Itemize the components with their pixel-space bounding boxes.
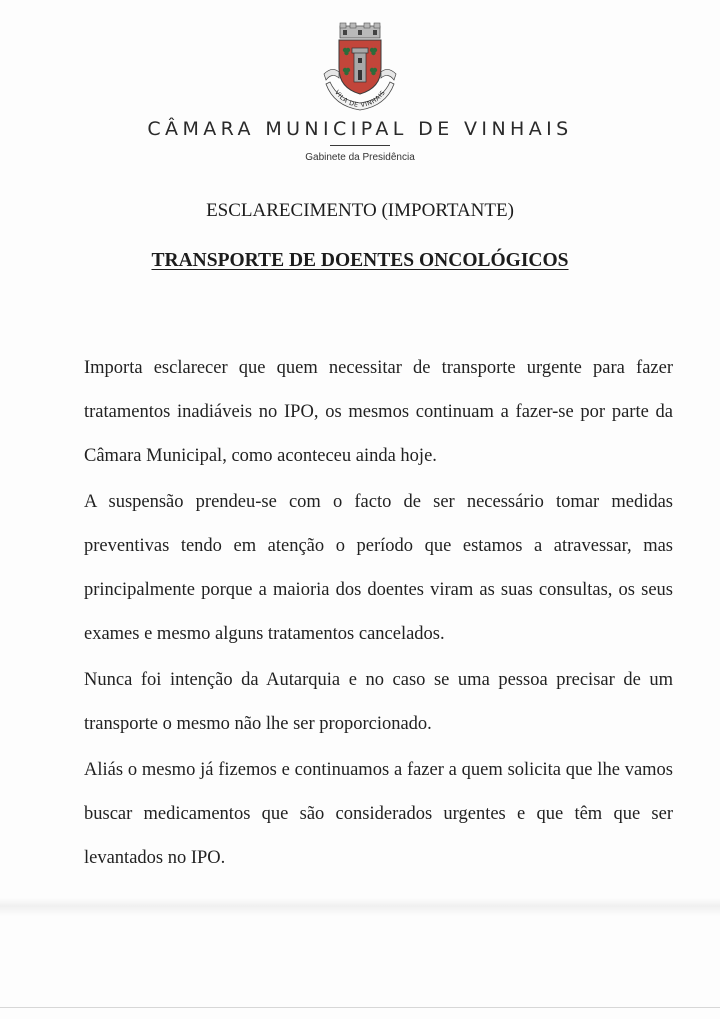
crest-motto: VILA DE VINHAIS bbox=[333, 89, 387, 110]
scan-artifact bbox=[0, 898, 720, 916]
header-divider bbox=[330, 145, 390, 146]
paragraph: Nunca foi intenção da Autarquia e no caso se uma pessoa precisar de um transporte o mesmo não lhe ser proporcionado. bbox=[84, 670, 673, 734]
coat-of-arms-icon bbox=[312, 22, 408, 118]
tower bbox=[352, 48, 368, 82]
mural-crown bbox=[340, 23, 380, 38]
paragraph: Aliás o mesmo já fizemos e continuamos a fazer a quem solicita que lhe vamos buscar medicamentos que são considerados urgentes e que têm que ser levantados no IPO. bbox=[84, 760, 673, 868]
paragraph: Importa esclarecer que quem necessitar de transporte urgente para fazer tratamentos inadiáveis no IPO, os mesmos continuam a fazer-se por parte da Câmara Municipal, como aconteceu ainda hoje. bbox=[84, 358, 673, 466]
organization-subtitle: Gabinete da Presidência bbox=[305, 152, 415, 163]
document-title: TRANSPORTE DE DOENTES ONCOLÓGICOS bbox=[151, 250, 569, 271]
organization-name: CÂMARA MUNICIPAL DE VINHAIS bbox=[147, 118, 573, 140]
scan-artifact-line bbox=[0, 1007, 720, 1008]
document-body bbox=[84, 346, 673, 882]
paragraph: A suspensão prendeu-se com o facto de ser necessário tomar medidas preventivas tendo em atenção o período que estamos a atravessar, mas principalmente porque a maioria dos doentes viram as suas consultas, os seus exames e mesmo alguns tratamentos cancelados. bbox=[84, 492, 673, 644]
document-heading: ESCLARECIMENTO (IMPORTANTE) bbox=[206, 200, 514, 221]
